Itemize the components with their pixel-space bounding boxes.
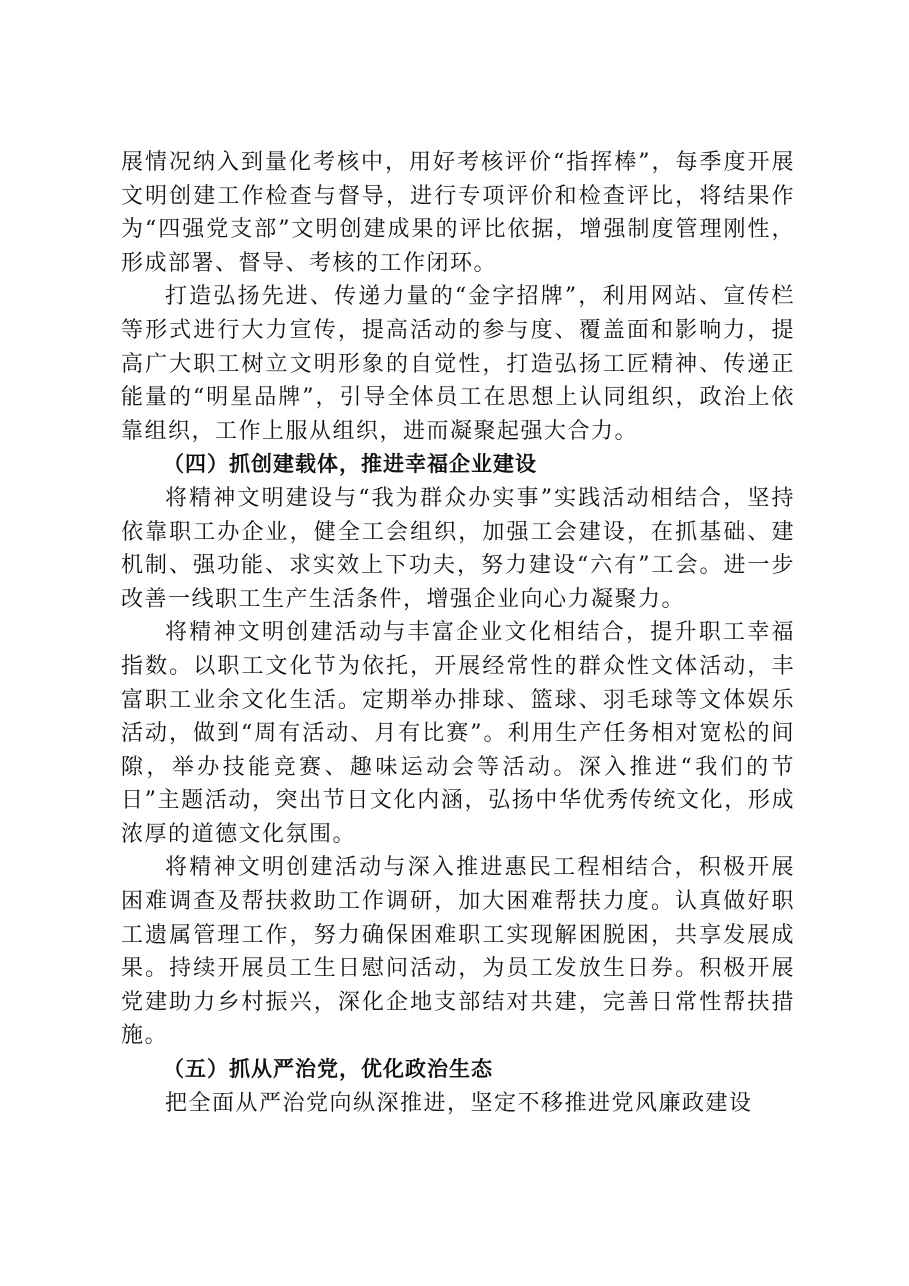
paragraph-3: 将精神文明建设与“我为群众办实事”实践活动相结合，坚持依靠职工办企业，健全工会组织，加强工会建设，在抓基础、建机制、强功能、求实效上下功夫，努力建设“六有”工会。进一步改善一线职工生产生活条件，增强企业向心力凝聚力。 bbox=[121, 485, 795, 612]
paragraph-6: 把全面从严治党向纵深推进，坚定不移推进党风廉政建设 bbox=[165, 1090, 753, 1116]
paragraph-2: 打造弘扬先进、传递力量的“金字招牌”，利用网站、宣传栏等形式进行大力宣传，提高活动的参与度、覆盖面和影响力，提高广大职工树立文明形象的自觉性，打造弘扬工匠精神、传递正能量的“明星品牌”，引导全体员工在思想上认同组织，政治上依靠组织，工作上服从组织，进而凝聚起强大合力。 bbox=[121, 284, 795, 444]
section-heading-5: （五）抓从严治党，优化政治生态 bbox=[163, 1057, 493, 1082]
section-heading-4: （四）抓创建载体，推进幸福企业建设 bbox=[163, 452, 537, 477]
paragraph-1: 展情况纳入到量化考核中，用好考核评价“指挥棒”，每季度开展文明创建工作检查与督导，进行专项评价和检查评比，将结果作为“四强党支部”文明创建成果的评比依据，增强制度管理刚性，形成部署、督导、考核的工作闭环。 bbox=[121, 150, 795, 276]
paragraph-4: 将精神文明创建活动与丰富企业文化相结合，提升职工幸福指数。以职工文化节为依托，开展经常性的群众性文体活动，丰富职工业余文化生活。定期举办排球、篮球、羽毛球等文体娱乐活动，做到“周有活动、月有比赛”。利用生产任务相对宽松的间隙，举办技能竞赛、趣味运动会等活动。深入推进“我们的节日”主题活动，突出节日文化内涵，弘扬中华优秀传统文化，形成浓厚的道德文化氛围。 bbox=[121, 620, 795, 847]
document-body bbox=[121, 146, 795, 1120]
paragraph-5: 将精神文明创建活动与深入推进惠民工程相结合，积极开展困难调查及帮扶救助工作调研，加大困难帮扶力度。认真做好职工遗属管理工作，努力确保困难职工实现解困脱困，共享发展成果。持续开展员工生日慰问活动，为员工发放生日券。积极开展党建助力乡村振兴，深化企地支部结对共建，完善日常性帮扶措施。 bbox=[121, 855, 795, 1049]
